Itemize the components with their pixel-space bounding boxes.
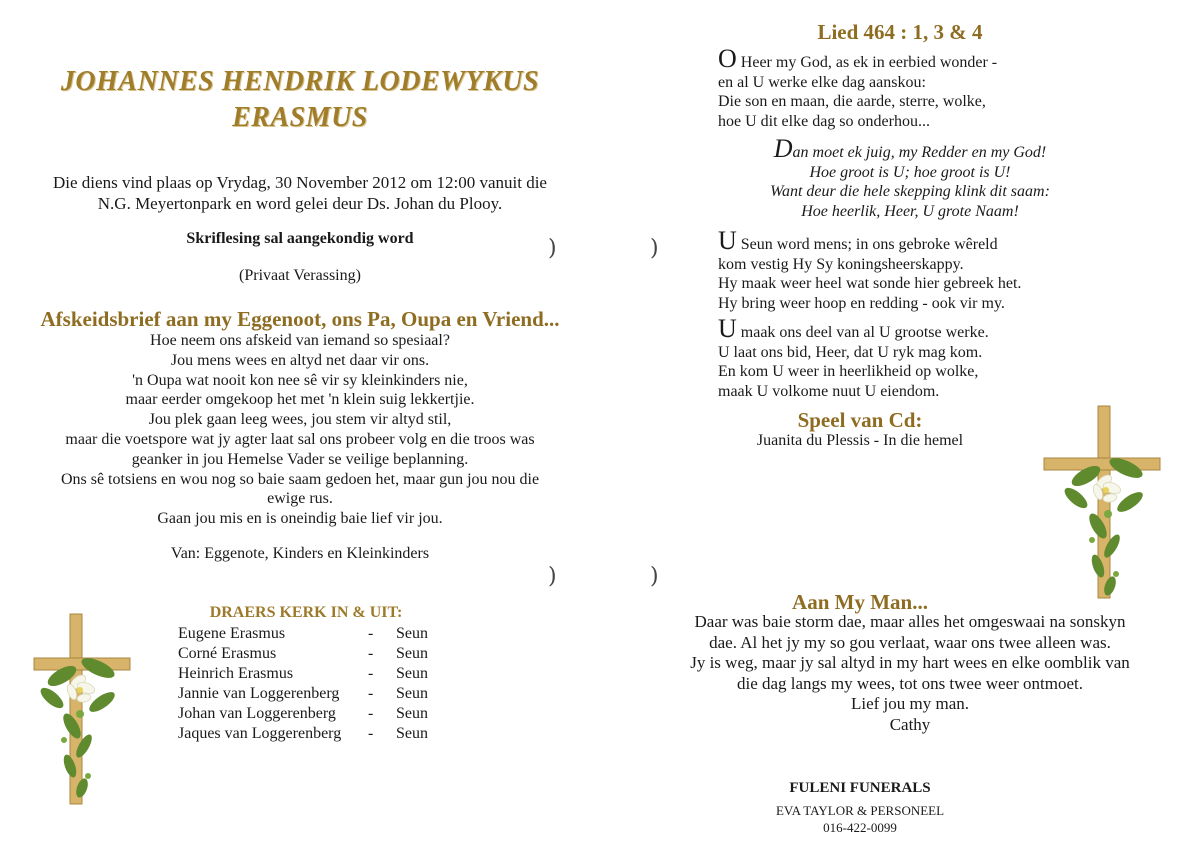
bearer-name: Heinrich Erasmus — [178, 665, 294, 682]
bearers-list — [178, 624, 456, 744]
page-fold-mark: ) — [548, 564, 557, 589]
refrain-line: Hoe heerlik, Heer, U grote Naam! — [801, 202, 1019, 220]
bearer-dash: - — [368, 685, 374, 702]
bearer-name: Jannie van Loggerenberg — [178, 685, 340, 702]
floral-cross-icon — [22, 606, 142, 806]
drop-cap: O — [718, 44, 737, 73]
bearer-relation: Seun — [396, 705, 428, 722]
hymn-verse-4 — [718, 314, 1138, 401]
drop-cap: U — [718, 314, 737, 343]
poem-line: Cathy — [889, 714, 931, 734]
verse-line: En kom U weer in heerlikheid op wolke, — [718, 363, 979, 380]
bearer-name: Corné Erasmus — [178, 645, 277, 662]
bearer-dash: - — [368, 645, 374, 662]
poem-line: Jy is weg, maar jy sal altyd in my hart wees en elke oomblik van — [690, 653, 1130, 672]
service-line-2: N.G. Meyertonpark en word gelei deur Ds. Johan du Plooy. — [97, 194, 503, 213]
funeral-phone: 016-422-0099 — [823, 820, 897, 835]
letter-line: maar eerder omgekoop het met 'n klein suig lekkertjie. — [125, 391, 475, 409]
bearer-relation: Seun — [396, 625, 428, 642]
bearer-dash: - — [368, 705, 374, 722]
bearer-dash: - — [368, 625, 374, 642]
letter-line: Jou mens wees en altyd net daar vir ons. — [170, 351, 430, 369]
letter-line: Gaan jou mis en is oneindig baie lief vir jou. — [157, 510, 443, 528]
farewell-letter-heading: Afskeidsbrief aan my Eggenoot, ons Pa, Oupa en Vriend... — [40, 307, 560, 331]
verse-first-line — [718, 314, 1138, 343]
bearer-relation: Seun — [396, 665, 428, 682]
bearer-name: Eugene Erasmus — [178, 625, 286, 642]
farewell-letter — [20, 331, 580, 529]
verse-line: Die son en maan, die aarde, sterre, wolke, — [718, 93, 986, 110]
poem — [640, 612, 1180, 735]
bearer-relation: Seun — [396, 645, 428, 662]
verse-line: Heer my God, as ek in eerbied wonder - — [736, 54, 998, 71]
verse-first-line — [718, 226, 1138, 255]
bearer-relation: Seun — [396, 725, 428, 742]
refrain-line: an moet ek juig, my Redder en my God! — [792, 144, 1047, 161]
hymn-heading: Lied 464 : 1, 3 & 4 — [817, 20, 983, 44]
verse-line: kom vestig Hy Sy koningsheerskappy. — [718, 255, 964, 273]
page-fold-mark: ) — [650, 236, 659, 261]
poem-heading: Aan My Man... — [792, 590, 928, 614]
verse-line: Hy maak weer heel wat sonde hier gebreek het. — [718, 275, 1022, 292]
bearer-row — [178, 624, 456, 644]
hymn-verse-1 — [718, 44, 1138, 131]
poem-line: Lief jou my man. — [850, 694, 970, 713]
letter-line: Hoe neem ons afskeid van iemand so spesiaal? — [150, 332, 450, 349]
service-line-1: Die diens vind plaas op Vrydag, 30 November 2012 om 12:00 vanuit die — [53, 173, 547, 192]
bearer-name: Johan van Loggerenberg — [178, 705, 336, 722]
title-line-1: JOHANNES HENDRIK LODEWYKUS — [60, 66, 540, 97]
letter-line: 'n Oupa wat nooit kon nee sê vir sy kleinkinders nie, — [132, 371, 468, 389]
refrain-line: Hoe groot is U; hoe groot is U! — [809, 163, 1011, 181]
verse-line: Seun word mens; in ons gebroke wêreld — [736, 236, 998, 253]
bearer-row — [178, 644, 456, 664]
poem-line: die dag langs my wees, tot ons twee weer ontmoet. — [736, 673, 1084, 693]
bearer-relation: Seun — [396, 685, 428, 702]
hymn-verse-3 — [718, 226, 1138, 313]
service-details — [30, 172, 570, 214]
drop-cap: D — [773, 134, 793, 163]
refrain-first-line — [740, 134, 1080, 163]
letter-line: Ons sê totsiens en wou nog so baie saam gedoen het, maar gun jou nou die — [60, 470, 540, 488]
cremation-note: (Privaat Verassing) — [239, 267, 361, 284]
bearer-row — [178, 684, 456, 704]
page-fold-mark: ) — [548, 236, 557, 261]
verse-line: U laat ons bid, Heer, dat U ryk mag kom. — [718, 343, 983, 361]
scripture-reading-note: Skriflesing sal aangekondig word — [186, 230, 414, 247]
bearer-dash: - — [368, 665, 374, 682]
bearer-row — [178, 704, 456, 724]
funeral-home-details — [600, 802, 1120, 836]
verse-first-line — [718, 44, 1138, 73]
letter-line: geanker in jou Hemelse Vader se veilige beplanning. — [131, 450, 469, 468]
bearer-dash: - — [368, 725, 374, 742]
poem-line: dae. Al het jy my so gou verlaat, waar ons twee alleen was. — [709, 632, 1111, 652]
bearer-name: Jaques van Loggerenberg — [178, 725, 342, 742]
verse-line: Hy bring weer hoop en redding - ook vir my. — [718, 294, 1005, 312]
bearer-row — [178, 664, 456, 684]
verse-line: hoe U dit elke dag so onderhou... — [718, 112, 930, 130]
refrain-line: Want deur die hele skepping klink dit saam: — [770, 183, 1050, 200]
title-line-2: ERASMUS — [232, 102, 368, 133]
floral-cross-icon — [1042, 402, 1162, 602]
letter-line: Jou plek gaan leeg wees, jou stem vir altyd stil, — [148, 411, 452, 429]
letter-signoff: Van: Eggenote, Kinders en Kleinkinders — [170, 545, 430, 562]
funeral-home-name: FULENI FUNERALS — [789, 780, 931, 796]
verse-line: maak U volkome nuut U eiendom. — [718, 382, 940, 400]
verse-line: en al U werke elke dag aanskou: — [718, 73, 926, 91]
funeral-staff: EVA TAYLOR & PERSONEEL — [775, 803, 945, 818]
cd-track: Juanita du Plessis - In die hemel — [756, 432, 964, 449]
poem-line: Daar was baie storm dae, maar alles het omgeswaai na sonskyn — [694, 612, 1126, 631]
right-page — [600, 0, 1200, 849]
cd-heading: Speel van Cd: — [797, 408, 923, 432]
drop-cap: U — [718, 226, 737, 255]
letter-line: ewige rus. — [267, 490, 333, 508]
hymn-refrain — [740, 134, 1080, 221]
verse-line: maak ons deel van al U grootse werke. — [736, 324, 989, 341]
letter-line: maar die voetspore wat jy agter laat sal ons probeer volg en die troos was — [65, 430, 535, 448]
bearers-heading: DRAERS KERK IN & UIT: — [209, 604, 403, 621]
page-fold-mark: ) — [650, 564, 659, 589]
deceased-name-title — [0, 64, 600, 136]
bearer-row — [178, 724, 456, 744]
